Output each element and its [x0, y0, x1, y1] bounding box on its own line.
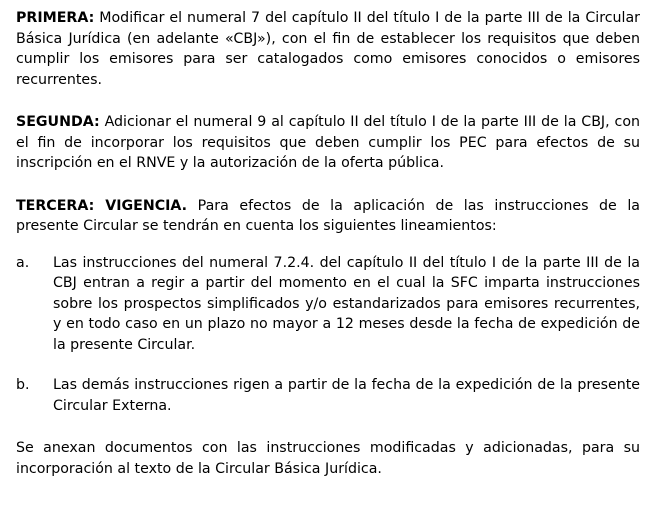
segunda-heading: SEGUNDA:	[16, 114, 100, 130]
lineamientos-list	[16, 253, 640, 417]
list-marker-a: a.	[16, 254, 30, 271]
list-marker-b: b.	[16, 377, 30, 393]
list-item-b	[16, 375, 640, 416]
segunda-text: Adicionar el numeral 9 al capítulo II del título I de la parte III de la CBJ, con el fin de incorporar los requisitos que deben cumplir los PEC para efectos de su inscripción en el RNVE y la autorización de la oferta pública.	[16, 114, 640, 171]
document-body	[16, 8, 640, 501]
paragraph-tercera	[16, 196, 640, 237]
list-item-a-text: Las instrucciones del numeral 7.2.4. del capítulo II del título I de la parte III de la CBJ entran a regir a partir del momento en el cual la SFC imparta instrucciones sobre los prospectos simplificados y/o estandarizados para emisores recurrentes, y en todo caso en un plazo no mayor a 12 meses desde la fecha de expedición de la presente Circular.	[53, 254, 640, 353]
paragraph-closing: Se anexan documentos con las instrucciones modificadas y adicionadas, para su incorporación al texto de la Circular Básica Jurídica.	[16, 440, 640, 477]
primera-heading: PRIMERA:	[16, 10, 95, 26]
list-item-b-text: Las demás instrucciones rigen a partir de la fecha de la expedición de la presente Circular Externa.	[53, 377, 640, 414]
list-item-a	[16, 253, 640, 356]
paragraph-primera	[16, 8, 640, 90]
tercera-heading: TERCERA: VIGENCIA.	[16, 197, 188, 214]
tercera-text: Para efectos de la aplicación de las instrucciones de la presente Circular se tendrán en cuenta los siguientes lineamientos:	[16, 197, 641, 234]
paragraph-segunda	[16, 112, 640, 174]
primera-text: Modificar el numeral 7 del capítulo II del título I de la parte III de la Circular Básica Jurídica (en adelante «CBJ»), con el fin de establecer los requisitos que deben cumplir los emisores para ser catalogados como emisores conocidos o emisores recurrentes.	[16, 10, 640, 88]
